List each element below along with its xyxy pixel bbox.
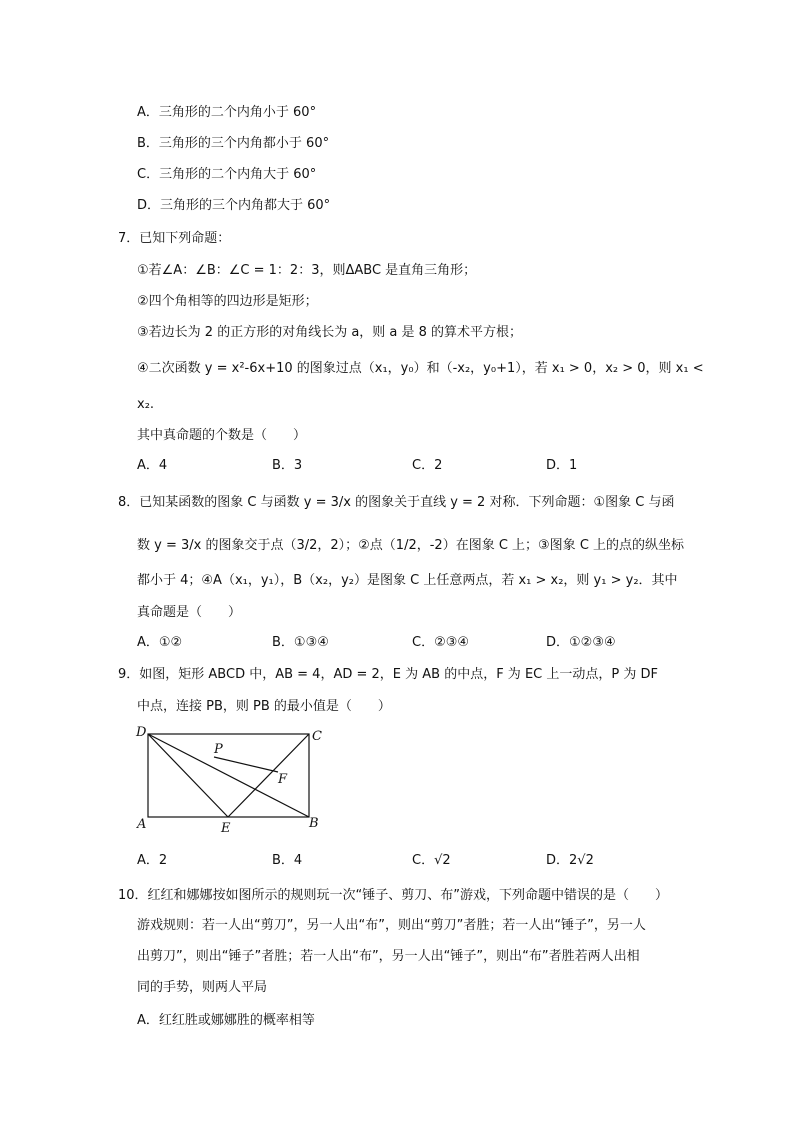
segment-pf [214, 757, 278, 772]
q7-item-4-cont: x₂. [137, 397, 155, 412]
q8-line-1: 8．已知某函数的图象 C 与函数 y = 3/x 的图象关于直线 y = 2 对称．下列命题：①图象 C 与函 [118, 495, 675, 510]
label-b: B [309, 816, 319, 831]
q7-stem: 7．已知下列命题： [118, 231, 231, 246]
q10-line-1: 10．红红和娜娜按如图所示的规则玩一次“锤子、剪刀、布”游戏，下列命题中错误的是（ ） [118, 888, 669, 903]
q9-option-a: A．2 [137, 853, 168, 868]
q10-option-a: A．红红胜或娜娜胜的概率相等 [137, 1013, 315, 1028]
q8-line-3: 都小于 4；④A（x₁，y₁），B（x₂，y₂）是图象 C 上任意两点，若 x₁ > x₂，则 y₁ > y₂．其中 [137, 573, 678, 588]
q7-option-a: A．4 [137, 458, 168, 473]
q8-option-a: A．①② [137, 635, 183, 650]
q7-item-3: ③若边长为 2 的正方形的对角线长为 a，则 a 是 8 的算术平方根； [137, 325, 523, 340]
q8-option-d: D．①②③④ [546, 635, 616, 650]
label-c: C [312, 729, 322, 744]
q7-item-1: ①若∠A：∠B：∠C = 1：2：3，则ΔABC 是直角三角形； [137, 263, 477, 278]
q7-option-b: B．3 [272, 458, 303, 473]
q9-line-2: 中点，连接 PB，则 PB 的最小值是（ ） [137, 699, 391, 714]
q9-option-d: D．2√2 [546, 853, 594, 868]
label-a: A [137, 817, 147, 832]
q9-option-c: C．√2 [412, 853, 451, 868]
q6-option-a: A．三角形的二个内角小于 60° [137, 105, 317, 120]
q7-item-2: ②四个角相等的四边形是矩形； [137, 294, 318, 309]
q7-item-4: ④二次函数 y = x²-6x+10 的图象过点（x₁，y₀）和（-x₂，y₀+1），若 x₁ > 0，x₂ > 0，则 x₁ < [137, 361, 704, 376]
label-f: F [278, 772, 288, 787]
q8-line-4: 真命题是（ ） [137, 605, 242, 620]
q8-option-b: B．①③④ [272, 635, 329, 650]
rectangle-figure [130, 722, 330, 837]
q10-line-4: 同的手势，则两人平局 [137, 980, 268, 995]
q9-option-b: B．4 [272, 853, 303, 868]
label-e: E [221, 821, 231, 836]
label-p: P [214, 742, 223, 757]
q7-option-c: C．2 [412, 458, 443, 473]
q6-option-c: C．三角形的二个内角大于 60° [137, 167, 317, 182]
q8-option-c: C．②③④ [412, 635, 470, 650]
q9-line-1: 9．如图，矩形 ABCD 中，AB = 4，AD = 2，E 为 AB 的中点，F 为 EC 上一动点，P 为 DF [118, 667, 658, 682]
q7-option-d: D．1 [546, 458, 578, 473]
label-d: D [136, 725, 147, 740]
q10-line-3: 出剪刀”，则出“锤子”者胜；若一人出“布”，另一人出“锤子”，则出“布”者胜若两人出相 [137, 949, 640, 964]
q8-line-2: 数 y = 3/x 的图象交于点（3/2，2）；②点（1/2，-2）在图象 C 上；③图象 C 上的点的纵坐标 [137, 538, 685, 553]
q6-option-b: B．三角形的三个内角都小于 60° [137, 136, 330, 151]
q7-question: 其中真命题的个数是（ ） [137, 428, 307, 443]
q6-option-d: D．三角形的三个内角都大于 60° [137, 198, 331, 213]
segment-ec [228, 734, 309, 817]
q10-line-2: 游戏规则：若一人出“剪刀”，另一人出“布”，则出“剪刀”者胜；若一人出“锤子”，另一人 [137, 918, 646, 933]
